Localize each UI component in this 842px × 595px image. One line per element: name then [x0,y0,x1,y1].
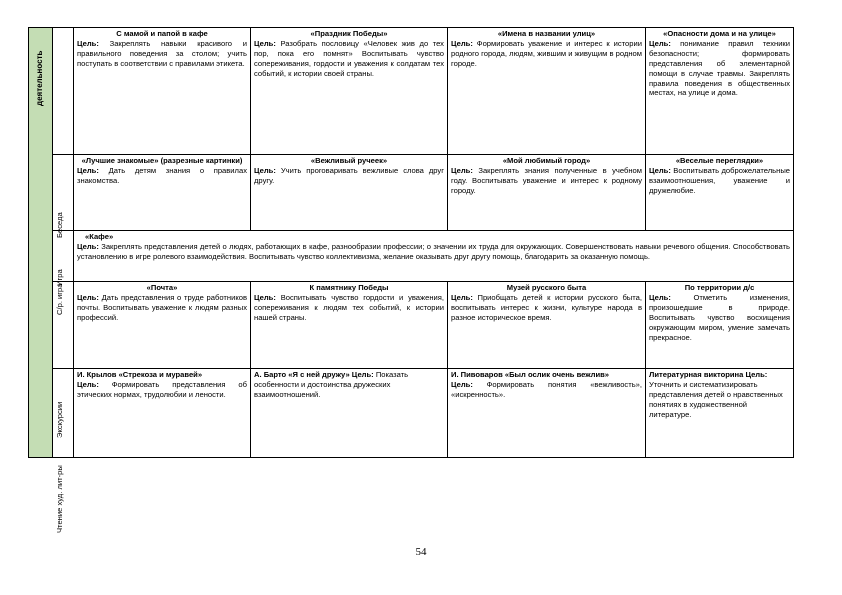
goal-label: Цель: [649,292,671,302]
plan-cell [74,369,251,458]
plan-cell [646,28,794,155]
goal-label: Цель: [77,292,99,302]
plan-cell-wide [74,231,794,282]
goal-text: Отметить изменения, произошедшие в природе. Воспитывать чувство восхищения окружающим миром, умение замечать прекрасное. [649,292,790,342]
goal-text: Формировать представления об этических нормах, трудолюбии и лености. [77,379,247,399]
goal-text: Приобщать детей к истории русского быта, воспитывать интерес к жизни, культуре народа в разное историческое время. [451,292,642,322]
row-label-cell [53,369,74,534]
goal-label: Цель: [77,379,99,389]
cell-title: «Лучшие знакомые» (разрезные картинки) [81,156,243,165]
cell-title: «Мой любимый город» [502,156,591,165]
cell-title: Литературная викторина Цель: [649,370,768,379]
row-label-cell [53,282,74,439]
plan-cell [74,282,251,369]
plan-cell [646,282,794,369]
plan-cell [448,28,646,155]
cell-title: «Имена в названии улиц» [497,29,596,38]
plan-cell [251,28,448,155]
cell-title: «Опасности дома и на улице» [663,29,776,38]
plan-cell [251,155,448,231]
goal-text: понимание правил техники безопасности; формировать представления об элементарной помощи в случае травмы. Закреплять правила поведения в общественных местах, на улице и дома. [649,38,790,98]
goal-label: Цель: [254,165,276,175]
cell-title: А. Барто «Я с ней дружу» Цель: [254,370,374,379]
row-label: Чтение худ. лит-ры [55,465,64,534]
table-row [29,28,794,155]
row-label: С/р. игра [55,283,64,316]
goal-label: Цель: [77,38,99,48]
plan-cell [646,155,794,231]
page-number: 54 [415,546,427,558]
goal-label: Цель: [451,292,473,302]
goal-label: Цель: [77,165,99,175]
table-row [29,369,794,458]
goal-text: Дать представления о труде работников почты. Воспитывать уважение к людям разных профессий. [77,292,247,322]
plan-cell [74,28,251,155]
cell-title: И. Крылов «Стрекоза и муравей» [77,370,203,379]
plan-cell [448,155,646,231]
goal-text: Формировать уважение и интерес к истории родного города, людям, жившим и живущим в родном городе. [451,38,642,68]
cell-title: Музей русского быта [506,283,587,292]
goal-text: Воспитывать доброжелательные взаимоотношения, уважение и дружелюбие. [649,165,790,195]
goal-label: Цель: [77,241,99,251]
cell-title: «Праздник Победы» [310,29,388,38]
plan-cell [74,155,251,231]
row-label: Игра [55,269,64,287]
row-label-cell [53,28,74,239]
goal-text: Дать детям знания о правилах знакомства. [77,165,247,185]
goal-text: Формировать понятия «вежливость», «искренность». [451,379,642,399]
plan-cell [251,282,448,369]
table-row [29,282,794,369]
goal-text: Закреплять представления детей о людях, работающих в кафе, разнообразии профессии; о значении их труда для окружающих. Совершенствовать навыки речевого общения. Способствовать установлению в игре ролевого взаимодействия. Воспитывать чувство коллективизма, желание оказывать друг другу помощь, благодарить за оказанную помощь. [77,241,790,261]
table-row [29,155,794,231]
goal-label: Цель: [451,38,473,48]
plan-cell [448,282,646,369]
cell-title: «Почта» [146,283,178,292]
cell-title: С мамой и папой в кафе [116,29,208,38]
goal-text: Закреплять навыки красивого и правильного поведения за столом; учить поступать в соответствии с правилами этикета. [77,38,247,68]
goal-label: Цель: [254,38,276,48]
cell-title: По территории д/с [684,283,755,292]
row-label-cell [53,155,74,287]
goal-text: Уточнить и систематизировать представления детей о нравственных понятиях в художественной литературе. [649,379,783,419]
goal-text: Учить проговаривать вежливые слова друг другу. [254,165,444,185]
cell-title: «Кафе» [85,232,114,241]
plan-cell [646,369,794,458]
planning-table [28,27,794,534]
cell-title: «Веселые переглядки» [675,156,764,165]
table-row [29,231,794,282]
goal-label: Цель: [649,165,671,175]
plan-cell [251,369,448,458]
row-label: Беседа [55,212,64,239]
goal-text: Показать особенности и достоинства дружеских взаимоотношений. [254,370,409,399]
section-cell [29,28,53,458]
goal-text: Воспитывать чувство гордости и уважения, сопереживания к людям тех событий, к истории нашей страны. [254,292,444,322]
cell-title: «Вежливый ручеек» [310,156,388,165]
section-label: деятельность [35,50,44,106]
goal-text: Закреплять знания полученные в учебном году. Воспитывать уважение и интерес к родному городу. [451,165,642,195]
cell-title: И. Пивоваров «Был ослик очень вежлив» [451,370,610,379]
goal-label: Цель: [451,165,473,175]
goal-label: Цель: [451,379,473,389]
goal-label: Цель: [254,292,276,302]
cell-title: К памятнику Победы [309,283,389,292]
goal-label: Цель: [649,38,671,48]
row-label: Экскурсии [55,401,64,439]
goal-text: Разобрать пословицу «Человек жив до тех пор, пока его помнят» Воспитывать чувство сопереживания, гордости и уважения к солдатам тех событий, к истории своей страны. [254,38,444,78]
row-label-cell [53,231,74,316]
plan-cell [448,369,646,458]
